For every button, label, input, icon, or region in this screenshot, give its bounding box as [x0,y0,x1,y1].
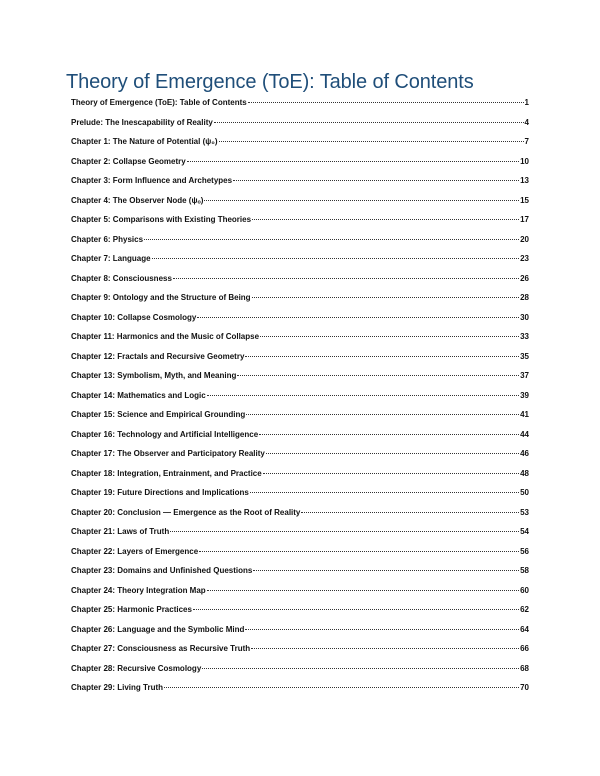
toc-entry-title: Chapter 17: The Observer and Participatory Reality [71,449,265,458]
toc-entry-page-number: 30 [520,312,529,322]
dot-leader [173,278,519,279]
toc-entry[interactable] [71,547,529,567]
toc-entry-title: Chapter 29: Living Truth [71,683,164,692]
toc-entry-title: Chapter 19: Future Directions and Implications [71,488,249,497]
dot-leader [207,590,519,591]
toc-entry-title: Prelude: The Inescapability of Reality [71,117,213,127]
toc-entry[interactable] [71,196,529,216]
toc-entry[interactable] [71,332,529,352]
toc-entry-page-number: 46 [520,449,529,458]
dot-leader [207,395,519,396]
toc-entry-title: Chapter 20: Conclusion — Emergence as the Root of Reality [71,507,301,517]
toc-entry[interactable] [71,215,529,235]
dot-leader [233,180,519,181]
toc-entry-title: Chapter 26: Language and the Symbolic Mind [71,624,245,634]
toc-entry-page-number: 13 [520,176,529,185]
toc-entry-page-number: 41 [520,410,529,419]
dot-leader [144,239,519,240]
dot-leader [237,375,519,376]
toc-entry-page-number: 64 [520,624,529,634]
toc-entry-title: Chapter 3: Form Influence and Archetypes [71,176,233,185]
toc-entry[interactable] [71,527,529,547]
toc-entry-page-number: 23 [520,254,529,263]
toc-entry[interactable] [71,293,529,313]
toc-entry-title: Chapter 13: Symbolism, Myth, and Meaning [71,371,237,380]
dot-leader [202,668,519,669]
toc-entry-title: Chapter 15: Science and Empirical Grounding [71,410,246,419]
dot-leader [187,161,519,162]
toc-entry-title: Chapter 2: Collapse Geometry [71,156,186,166]
dot-leader [152,258,520,259]
dot-leader [199,551,519,552]
toc-entry-page-number: 1 [524,98,529,107]
toc-entry[interactable] [71,410,529,430]
dot-leader [245,356,519,357]
toc-entry-page-number: 66 [520,644,529,653]
toc-entry[interactable] [71,352,529,372]
dot-leader [197,317,519,318]
toc-entry[interactable] [71,254,529,274]
toc-entry[interactable] [71,274,529,294]
toc-entry-title: Chapter 6: Physics [71,234,144,244]
toc-entry[interactable] [71,664,529,684]
toc-entry-page-number: 39 [520,390,529,400]
toc-entry-page-number: 68 [520,663,529,673]
dot-leader [252,297,520,298]
toc-entry-title: Chapter 1: The Nature of Potential (ψ₀) [71,137,218,146]
toc-entry-page-number: 62 [520,605,529,614]
toc-entry[interactable] [71,508,529,528]
toc-entry-title: Chapter 9: Ontology and the Structure of Being [71,293,251,302]
toc-entry-page-number: 17 [520,215,529,224]
toc-entry[interactable] [71,683,529,703]
toc-entry[interactable] [71,98,529,118]
dot-leader [204,200,519,201]
toc-entry[interactable] [71,449,529,469]
toc-entry-title: Chapter 5: Comparisons with Existing Theories [71,215,252,224]
toc-entry[interactable] [71,469,529,489]
toc-entry[interactable] [71,430,529,450]
toc-entry[interactable] [71,371,529,391]
toc-entry[interactable] [71,157,529,177]
toc-entry-title: Chapter 27: Consciousness as Recursive Truth [71,644,251,653]
toc-entry-title: Chapter 11: Harmonics and the Music of Collapse [71,332,260,341]
toc-entry[interactable] [71,118,529,138]
dot-leader [253,570,519,571]
toc-entry-title: Chapter 28: Recursive Cosmology [71,663,202,673]
toc-entry-title: Chapter 21: Laws of Truth [71,527,170,536]
dot-leader [259,434,519,435]
toc-entry-title: Chapter 10: Collapse Cosmology [71,312,197,322]
toc-entry-title: Chapter 22: Layers of Emergence [71,546,199,556]
dot-leader [193,609,519,610]
dot-leader [246,414,519,415]
toc-entry[interactable] [71,644,529,664]
dot-leader [245,629,519,630]
toc-entry-title: Chapter 23: Domains and Unfinished Questions [71,566,253,575]
toc-entry-title: Chapter 18: Integration, Entrainment, and Practice [71,468,262,478]
toc-entry-page-number: 54 [520,527,529,536]
document-title: Theory of Emergence (ToE): Table of Contents [66,71,474,93]
toc-entry[interactable] [71,586,529,606]
toc-entry-page-number: 4 [524,117,529,127]
toc-entry[interactable] [71,391,529,411]
dot-leader [260,336,519,337]
toc-entry[interactable] [71,313,529,333]
dot-leader [219,141,524,142]
dot-leader [263,473,519,474]
toc-entry-title: Chapter 7: Language [71,254,151,263]
toc-entry[interactable] [71,235,529,255]
dot-leader [266,453,519,454]
dot-leader [248,102,524,103]
toc-entry-page-number: 44 [520,429,529,439]
toc-entry-page-number: 53 [520,507,529,517]
toc-entry-page-number: 58 [520,566,529,575]
toc-entry[interactable] [71,605,529,625]
toc-entry[interactable] [71,137,529,157]
toc-entry-page-number: 50 [520,488,529,497]
toc-entry-page-number: 28 [520,293,529,302]
toc-entry-page-number: 20 [520,234,529,244]
toc-entry-page-number: 48 [520,468,529,478]
dot-leader [214,122,524,123]
toc-entry-page-number: 35 [520,351,529,361]
toc-entry-title: Chapter 14: Mathematics and Logic [71,390,206,400]
toc-entry[interactable] [71,488,529,508]
toc-entry-page-number: 26 [520,273,529,283]
table-of-contents [71,98,529,703]
dot-leader [250,492,519,493]
toc-entry-title: Chapter 24: Theory Integration Map [71,585,206,595]
toc-entry-page-number: 15 [520,195,529,205]
dot-leader [252,219,519,220]
toc-entry-title: Chapter 4: The Observer Node (ψₒ) [71,195,204,205]
toc-entry-title: Theory of Emergence (ToE): Table of Contents [71,98,247,107]
toc-entry[interactable] [71,566,529,586]
toc-entry[interactable] [71,176,529,196]
toc-entry-page-number: 7 [524,137,529,146]
dot-leader [164,687,519,688]
toc-entry-title: Chapter 8: Consciousness [71,273,172,283]
toc-entry-page-number: 60 [520,585,529,595]
dot-leader [301,512,519,513]
toc-entry-page-number: 56 [520,546,529,556]
toc-entry[interactable] [71,625,529,645]
toc-entry-title: Chapter 25: Harmonic Practices [71,605,192,614]
toc-entry-page-number: 33 [520,332,529,341]
dot-leader [170,531,519,532]
toc-entry-title: Chapter 16: Technology and Artificial Intelligence [71,429,259,439]
toc-entry-page-number: 10 [520,156,529,166]
toc-entry-page-number: 37 [520,371,529,380]
toc-entry-title: Chapter 12: Fractals and Recursive Geometry [71,351,245,361]
toc-entry-page-number: 70 [520,683,529,692]
dot-leader [251,648,519,649]
